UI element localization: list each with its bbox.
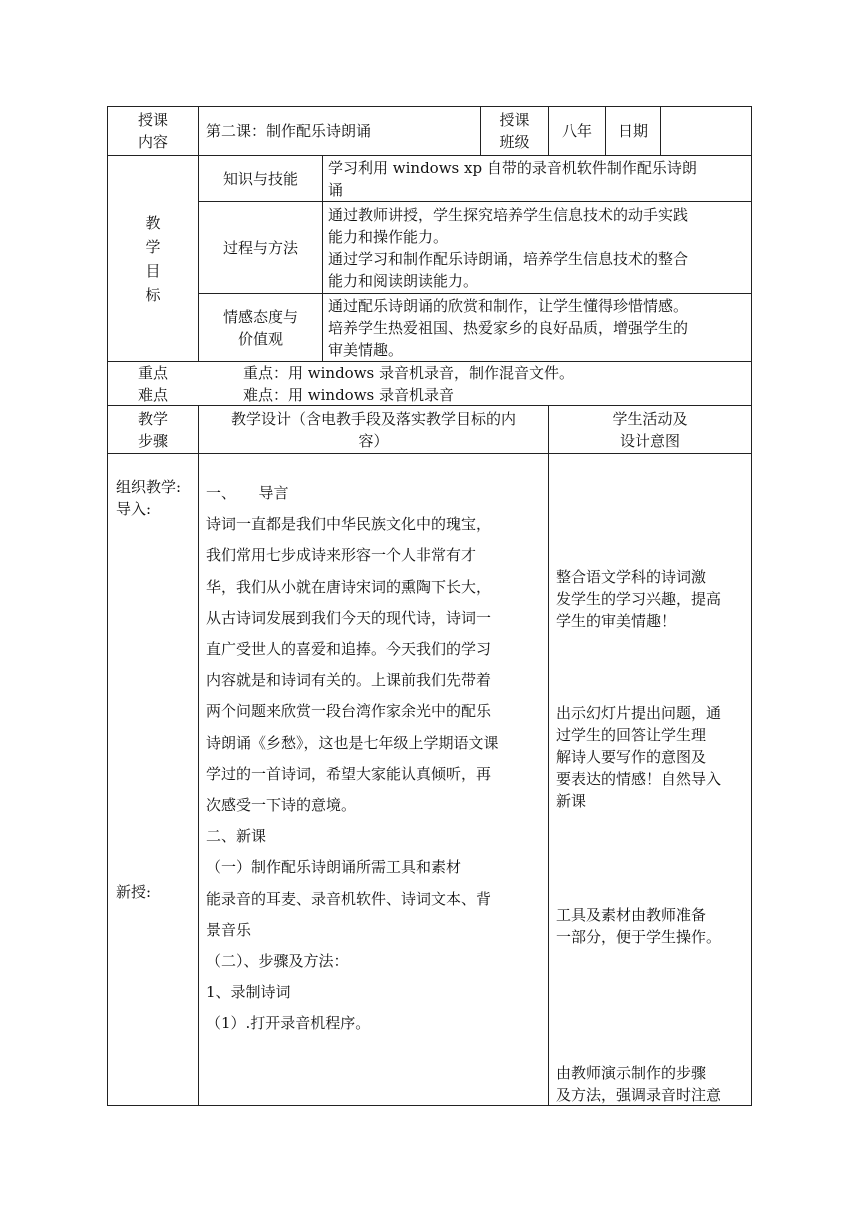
lesson-body [206,478,542,1040]
note-line: 解诗人要写作的意图及 [556,748,707,766]
class-label [481,107,548,155]
course-label-line: 授课 [137,111,168,129]
class-value [549,107,605,155]
body-line: 两个问题来欣赏一段台湾作家余光中的配乐 [206,702,492,721]
body-line: 内容就是和诗词有关的。上课前我们先带着 [206,671,492,690]
objective-attitude-text [323,294,751,361]
note-line: 整合语文学科的诗词激 [556,568,707,586]
objectives-label-char: 标 [145,285,161,304]
objectives-label-char: 目 [145,261,161,280]
note-line: 一部分，便于学生操作。 [556,928,722,946]
objective-text-line: 诵 [328,180,344,199]
objectives-label-char: 学 [145,237,161,256]
steps-label-line: 步骤 [137,431,168,450]
body-line: 1、录制诗词 [206,983,291,1002]
rule-col1-c [198,405,199,1106]
activity-note [556,566,748,632]
note-line: 新课 [556,792,587,810]
objectives-label [108,156,198,361]
activity-header [549,406,751,453]
objective-text-line: 能力和操作能力。 [328,227,449,246]
organize-label-line: 导入: [116,500,152,518]
note-line: 学生的审美情趣！ [556,612,677,630]
class-label-line: 班级 [499,133,530,151]
body-line: 次感受一下诗的意境。 [206,796,357,815]
keypoint-line: 重点：用 windows 录音机录音，制作混音文件。 [243,363,575,382]
objective-text-line: 培养学生热爱祖国、热爱家乡的良好品质，增强学生的 [328,318,689,337]
design-header [199,406,548,453]
new-lesson-label-text: 新授: [116,883,152,901]
keypoint-line: 难点：用 windows 录音机录音 [243,385,455,404]
date-value [661,107,751,155]
new-lesson-label [116,881,198,903]
objective-knowledge-text [323,156,751,201]
keypoints-text [199,362,751,405]
note-line: 及方法，强调录音时注意 [556,1086,722,1104]
course-label [108,107,198,155]
objective-knowledge-label [199,156,322,201]
activity-note [556,1062,748,1106]
course-title [199,107,480,155]
rule-steps-header-bottom [107,453,752,454]
note-line: 出示幻灯片提出问题，通 [556,704,722,722]
organize-label [116,476,198,520]
body-line: （一）制作配乐诗朗诵所需工具和素材 [206,858,462,877]
keypoints-label-line: 难点 [137,385,168,404]
body-line: 学过的一首诗词，希望大家能认真倾听，再 [206,764,492,783]
objective-text-line: 学习利用 windows xp 自带的录音机软件制作配乐诗朗 [328,158,697,177]
design-header-line: 容） [358,431,389,450]
design-header-line: 教学设计（含电教手段及落实教学目标的内 [230,409,516,428]
body-line: 二、新课 [206,827,267,846]
body-line: 我们常用七步成诗来形容一个人非常有才 [206,546,477,565]
objective-attitude-label-line: 价值观 [237,329,283,348]
objective-text-line: 通过教师讲授，学生探究培养学生信息技术的动手实践 [328,205,689,224]
activity-note [556,702,748,812]
body-line: 直广受世人的喜爱和追捧。今天我们的学习 [206,640,492,659]
body-line: 从古诗词发展到我们今天的现代诗，诗词一 [206,608,492,627]
body-line: 景音乐 [206,920,252,939]
steps-label [108,406,198,453]
objective-attitude-label-line: 情感态度与 [222,307,298,326]
activity-header-line: 设计意图 [619,431,680,450]
body-line: （1）.打开录音机程序。 [206,1014,371,1033]
body-line: 诗词一直都是我们中华民族文化中的瑰宝， [206,515,492,534]
note-line: 由教师演示制作的步骤 [556,1064,707,1082]
date-label-text: 日期 [617,122,648,140]
keypoints-label-line: 重点 [137,363,168,382]
objective-knowledge-label-text: 知识与技能 [222,169,298,188]
rule-right [751,106,752,1106]
class-value-text: 八年 [561,122,592,140]
body-line: 能录音的耳麦、录音机软件、诗词文本、背 [206,889,492,908]
body-line: 诗朗诵《乡愁》，这也是七年级上学期语文课 [206,733,499,752]
note-line: 要表达的情感！自然导入 [556,770,722,788]
class-label-line: 授课 [499,111,530,129]
organize-label-line: 组织教学: [116,478,182,496]
body-line: （二）、步骤及方法： [206,952,349,971]
date-label [606,107,660,155]
course-label-line: 内容 [137,133,168,151]
keypoints-label [108,362,198,405]
rule-activity [548,405,549,1106]
objective-text-line: 通过配乐诗朗诵的欣赏和制作，让学生懂得珍惜情感。 [328,296,689,315]
objective-text-line: 能力和阅读朗读能力。 [328,271,479,290]
activity-note [556,904,748,948]
body-line: 一、 导言 [206,484,289,502]
note-line: 过学生的回答让学生理 [556,726,707,744]
activity-header-line: 学生活动及 [612,409,688,428]
objective-text-line: 通过学习和制作配乐诗朗诵，培养学生信息技术的整合 [328,249,689,268]
objective-attitude-label [199,294,322,361]
objectives-label-char: 教 [145,213,161,232]
body-line: 华，我们从小就在唐诗宋词的熏陶下长大， [206,577,492,596]
objective-process-label-text: 过程与方法 [222,238,298,257]
objective-process-text [323,202,751,293]
note-line: 发学生的学习兴趣，提高 [556,590,722,608]
course-title-text: 第二课：制作配乐诗朗诵 [206,122,372,140]
note-line: 工具及素材由教师准备 [556,906,707,924]
steps-label-line: 教学 [137,409,168,428]
objective-text-line: 审美情趣。 [328,340,404,359]
objective-process-label [199,202,322,293]
